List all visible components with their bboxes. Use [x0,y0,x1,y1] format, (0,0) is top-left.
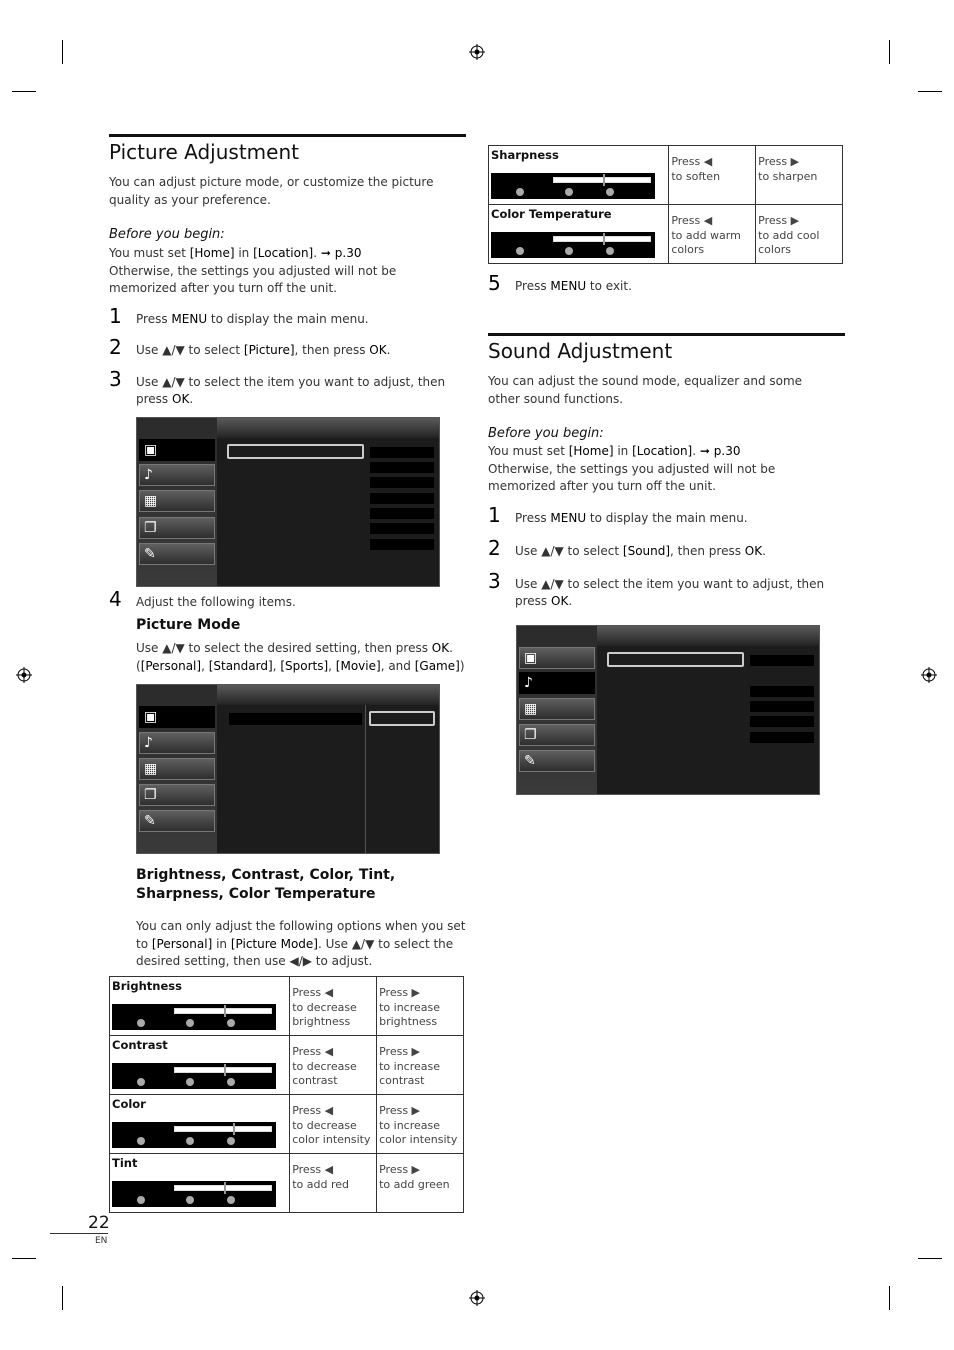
picture-intro: You can adjust picture mode, or customize the picture quality as your preference. [109,175,434,207]
picture-adjustment-title: Picture Adjustment [109,140,299,164]
instruction-line: Press ▶ [379,1045,420,1058]
step-text: Press MENU to display the main menu. [136,312,369,326]
instruction-line: to add green [379,1177,450,1191]
button-hint-icon [565,188,573,196]
language-code: EN [95,1236,108,1246]
menu-selected-row[interactable] [229,713,362,725]
button-hint-icon [227,1078,235,1086]
menu-tab-features[interactable] [519,724,595,746]
menu-tab-features[interactable] [139,517,215,539]
menu-tab-channel[interactable] [139,490,215,512]
instruction-line: colors [758,243,791,256]
step-text: Adjust the following items. [136,595,296,609]
adjust-row [110,1095,464,1154]
menu-value-bar [750,732,814,743]
brightness-text: You can only adjust the following options when you set to [Personal] in [Picture Mode]. Use ▲/▼ to select the desired setting, then use ◀/▶ to adjust. [136,919,466,968]
sound-intro: You can adjust the sound mode, equalizer and some other sound functions. [488,374,803,406]
instruction-line: Press ▶ [379,986,420,999]
adjust-setting-cell [110,977,290,1036]
menu-value-bar [370,447,434,458]
adjust-slider[interactable] [112,1122,276,1148]
instruction-line: to soften [671,169,721,183]
button-hint-icon [516,188,524,196]
menu-tab-language[interactable] [519,750,595,772]
pen-icon: ✎ [144,546,156,562]
instruction-line: Press ◀ [671,155,713,168]
step-text: Press MENU to display the main menu. [515,511,748,525]
adjust-row [110,1154,464,1213]
step-number: 3 [488,569,501,593]
page-ref-arrow-icon: ➞ [699,444,710,458]
menu-value-bar [750,655,814,666]
sound-before-text: You must set [Home] in [Location]. ➞ p.30 Otherwise, the settings you adjusted will not be memorized after you turn off the unit. [488,444,776,493]
menu-value-bar [370,493,434,504]
adjust-right-instruction [377,977,464,1036]
osd-menu-picture-mode [136,684,440,854]
instruction-line: Press ▶ [758,214,800,227]
note-icon: ♪ [144,467,153,483]
button-hint-icon [606,247,614,255]
step-number: 4 [109,587,122,611]
instruction-line: brightness [292,1015,351,1028]
menu-tab-channel[interactable] [519,698,595,720]
step-number: 2 [488,536,501,560]
osd-menu-sound [516,625,820,795]
slider-knob[interactable] [224,1064,226,1076]
page-ref-link[interactable]: p.30 [713,444,741,458]
instruction-line: Press ◀ [292,1045,334,1058]
adjust-left-instruction [669,205,756,264]
menu-tab-channel[interactable] [139,758,215,780]
sound-adjustment-title: Sound Adjustment [488,339,673,363]
menu-tab-features[interactable] [139,784,215,806]
section-rule [488,333,845,336]
instruction-line: brightness [379,1015,438,1028]
menu-tab-picture[interactable] [139,706,215,728]
step-number: 2 [109,335,122,359]
picture-mode-text: Use ▲/▼ to select the desired setting, then press OK. ([Personal], [Standard], [Sports], [Movie], and [Game]) [136,641,465,673]
instruction-line: to increase [379,1059,440,1073]
page-ref-link[interactable]: p.30 [334,246,362,260]
adjust-setting-label: Color [112,1097,146,1111]
slider-track [553,177,651,183]
instruction-line: Press ▶ [379,1104,420,1117]
adjust-row [110,1036,464,1095]
adjust-right-instruction [756,146,843,205]
adjust-left-instruction [290,1154,377,1213]
instruction-line: Press ▶ [379,1163,420,1176]
picture-mode-heading: Picture Mode [136,617,241,633]
slider-track [553,236,651,242]
picture-icon: ▣ [144,442,158,458]
adjust-left-instruction [290,1095,377,1154]
menu-value-bar [370,539,434,550]
button-hint-icon [137,1019,145,1027]
picture-icon: ▣ [144,709,158,725]
adjust-setting-cell [489,205,669,264]
adjust-setting-cell [110,1095,290,1154]
adjust-left-instruction [669,146,756,205]
pen-icon: ✎ [524,753,536,769]
step-number: 1 [109,304,122,328]
instruction-line: to increase [379,1118,440,1132]
adjust-setting-label: Color Temperature [491,207,612,221]
button-hint-icon [137,1196,145,1204]
instruction-line: Press ◀ [292,1104,334,1117]
menu-tab-sound[interactable] [139,732,215,754]
menu-tab-picture[interactable] [519,647,595,669]
copy-icon: ❐ [144,520,157,536]
grid-icon: ▦ [144,493,158,509]
adjust-setting-label: Tint [112,1156,138,1170]
menu-tab-sound[interactable] [139,464,215,486]
slider-knob[interactable] [224,1005,226,1017]
adjust-row [489,205,843,264]
menu-tab-language[interactable] [139,810,215,832]
menu-tab-language[interactable] [139,543,215,565]
adjust-left-instruction [290,977,377,1036]
adjust-right-instruction [377,1154,464,1213]
adjust-left-instruction [290,1036,377,1095]
copy-icon: ❐ [524,727,537,743]
instruction-line: Press ◀ [292,986,334,999]
page-ref-arrow-icon: ➞ [320,246,331,260]
instruction-line: to decrease [292,1118,357,1132]
adjust-slider[interactable] [491,173,655,199]
menu-value-bar [370,462,434,473]
step-text: Use ▲/▼ to select [Picture], then press OK. [136,343,391,357]
adjustment-table-right [488,145,843,264]
instruction-line: Press ◀ [671,214,713,227]
grid-icon: ▦ [524,701,538,717]
step-text: Press MENU to exit. [515,279,632,293]
adjustment-table-left [109,976,464,1213]
slider-track [174,1008,272,1014]
instruction-line: contrast [379,1074,425,1087]
step-text: Use ▲/▼ to select the item you want to adjust, then press OK. [515,577,825,608]
menu-tab-sound[interactable] [519,672,595,694]
menu-item-highlight[interactable] [227,444,364,459]
slider-knob[interactable] [233,1123,235,1135]
instruction-line: contrast [292,1074,338,1087]
section-rule [109,134,466,137]
adjust-setting-cell [110,1036,290,1095]
adjust-slider[interactable] [112,1063,276,1089]
instruction-line: Press ◀ [292,1163,334,1176]
adjust-slider[interactable] [491,232,655,258]
menu-value-bar [370,508,434,519]
adjust-row [110,977,464,1036]
button-hint-icon [227,1137,235,1145]
adjust-right-instruction [377,1036,464,1095]
button-hint-icon [227,1196,235,1204]
note-icon: ♪ [524,675,533,691]
picture-icon: ▣ [524,650,538,666]
registration-mark-icon [469,44,485,60]
button-hint-icon [137,1078,145,1086]
menu-option-highlight[interactable] [369,711,435,726]
menu-value-bar [370,523,434,534]
adjust-row [489,146,843,205]
slider-track [174,1185,272,1191]
instruction-line: to add warm [671,228,741,242]
button-hint-icon [186,1137,194,1145]
note-icon: ♪ [144,735,153,751]
adjust-right-instruction [756,205,843,264]
adjust-setting-label: Sharpness [491,148,559,162]
button-hint-icon [137,1137,145,1145]
slider-knob[interactable] [224,1182,226,1194]
menu-item-highlight[interactable] [607,652,744,667]
instruction-line: to add red [292,1177,349,1191]
instruction-line: to sharpen [758,169,818,183]
slider-knob[interactable] [603,174,605,186]
instruction-line: colors [671,243,705,256]
sound-before-label: Before you begin: [488,426,604,441]
adjust-slider[interactable] [112,1004,276,1030]
registration-mark-icon [921,667,937,683]
button-hint-icon [565,247,573,255]
slider-track [174,1067,272,1073]
footer-rule [50,1233,108,1234]
slider-track [174,1126,272,1132]
adjust-right-instruction [377,1095,464,1154]
menu-tab-picture[interactable] [139,439,215,461]
copy-icon: ❐ [144,787,157,803]
page-number: 22 [88,1213,110,1233]
osd-menu-picture [136,417,440,587]
instruction-line: to decrease [292,1000,357,1014]
registration-mark-icon [16,667,32,683]
instruction-line: color intensity [379,1133,458,1146]
picture-before-text: You must set [Home] in [Location]. ➞ p.30 Otherwise, the settings you adjusted will not be memorized after you turn off the unit. [109,246,397,295]
step-text: Use ▲/▼ to select [Sound], then press OK. [515,544,766,558]
instruction-line: to add cool [758,228,820,242]
menu-value-bar [750,716,814,727]
instruction-line: Press ▶ [758,155,800,168]
instruction-line: to increase [379,1000,440,1014]
instruction-line: color intensity [292,1133,371,1146]
button-hint-icon [186,1078,194,1086]
button-hint-icon [186,1196,194,1204]
adjust-setting-label: Brightness [112,979,182,993]
picture-before-label: Before you begin: [109,227,225,242]
adjust-setting-label: Contrast [112,1038,168,1052]
menu-value-bar [750,686,814,697]
button-hint-icon [227,1019,235,1027]
step-number: 3 [109,367,122,391]
adjust-setting-cell [489,146,669,205]
brightness-heading: Brightness, Contrast, Color, Tint, Sharpness, Color Temperature [136,867,396,902]
adjust-slider[interactable] [112,1181,276,1207]
adjust-setting-cell [110,1154,290,1213]
button-hint-icon [516,247,524,255]
button-hint-icon [186,1019,194,1027]
button-hint-icon [606,188,614,196]
menu-value-bar [370,477,434,488]
step-number: 1 [488,503,501,527]
step-number: 5 [488,271,501,295]
pen-icon: ✎ [144,813,156,829]
grid-icon: ▦ [144,761,158,777]
registration-mark-icon [469,1290,485,1306]
instruction-line: to decrease [292,1059,357,1073]
menu-value-bar [750,701,814,712]
slider-knob[interactable] [603,233,605,245]
step-text: Use ▲/▼ to select the item you want to adjust, then press OK. [136,375,446,406]
